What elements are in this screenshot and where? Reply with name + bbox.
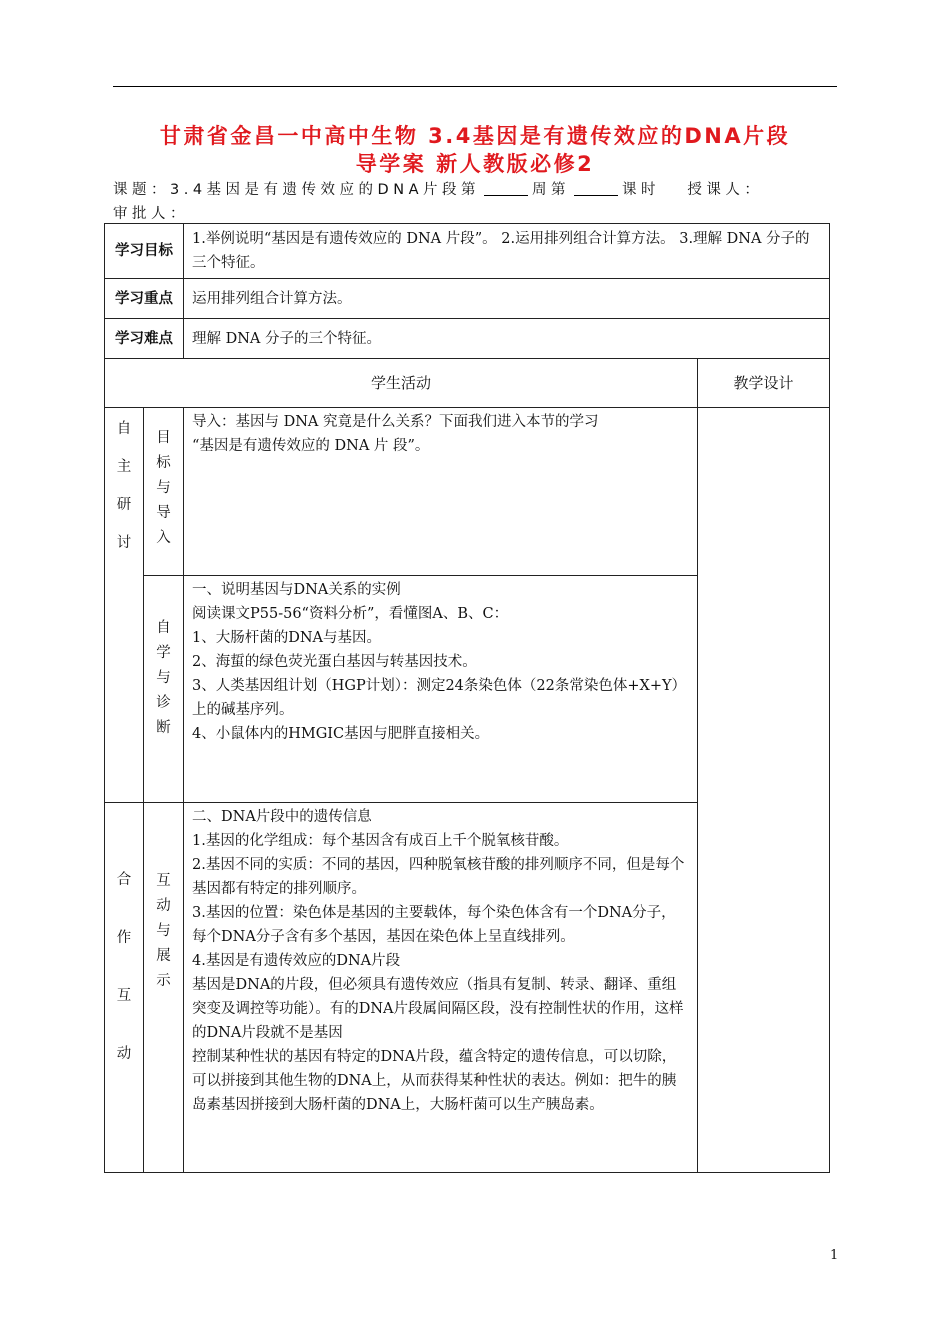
header-rule xyxy=(113,86,837,87)
diagnose-label: 自 学 与 诊 断 xyxy=(144,576,184,803)
diagnose-text: 一、说明基因与DNA关系的实例 阅读课文P55-56“资料分析”，看懂图A、B、C： 1、大肠杆菌的DNA与基因。 2、海蜇的绿色荧光蛋白基因与转基因技术。 3、人类基因组计划（HGP计划）：测定24条染色体（22条常染色体+X+Y）上的碱基序列。 4、小鼠体内的HMGIC基因与肥胖直接相关。 xyxy=(184,576,698,803)
teaching-design-cell xyxy=(698,408,830,1173)
objectives-row xyxy=(105,224,830,279)
show-text: 二、DNA片段中的遗传信息 1.基因的化学组成：每个基因含有成百上千个脱氧核苷酸。 2.基因不同的实质：不同的基因，四种脱氧核苷酸的排列顺序不同，但是每个基因都有特定的排列顺序。 3.基因的位置：染色体是基因的主要载体，每个染色体含有一个DNA分子，每个DNA分子含有多个基因，基因在染色体上呈直线排列。 4.基因是有遗传效应的DNA片段 基因是DNA的片段，但必须具有遗传效应（指具有复制、转录、翻译、重组突变及调控等功能）。有的DNA片段属间隔区段，没有控制性状的作用，这样的DNA片段就不是基因 控制某种性状的基因有特定的DNA片段，蕴含特定的遗传信息，可以切除，可以拼接到其他生物的DNA上，从而获得某种性状的表达。例如：把牛的胰岛素基因拼接到大肠杆菌的DNA上，大肠杆菌可以生产胰岛素。 xyxy=(184,803,698,1173)
self-study-label: 自 主 研 讨 xyxy=(105,408,144,803)
key-points-value: 运用排列组合计算方法。 xyxy=(184,279,830,319)
lesson-meta xyxy=(113,178,763,199)
page-number: 1 xyxy=(830,1248,839,1263)
objectives-label: 学习目标 xyxy=(105,224,184,279)
intro-text: 导入：基因与 DNA 究竟是什么关系？下面我们进入本节的学习 “基因是有遗传效应的 DNA 片 段”。 xyxy=(184,408,698,576)
show-label: 互 动 与 展 示 xyxy=(144,803,184,1173)
study-plan-table xyxy=(104,223,830,1173)
intro-label: 目 标 与 导 入 xyxy=(144,408,184,576)
activity-header-row xyxy=(105,359,830,408)
doc-title-line2: 导学案 新人教版必修2 xyxy=(355,152,595,176)
lesson-label: 课题：3.4基因是有遗传效应的DNA片段第 xyxy=(113,182,480,198)
approver-label: 审批人： xyxy=(113,206,189,222)
student-activity-header: 学生活动 xyxy=(105,359,698,408)
doc-title-line1: 甘肃省金昌一中高中生物 3.4基因是有遗传效应的DNA片段 xyxy=(159,124,791,148)
intro-row xyxy=(105,408,830,576)
key-points-row xyxy=(105,279,830,319)
difficulties-row xyxy=(105,319,830,359)
week-blank xyxy=(484,181,528,196)
cooperation-label: 合 作 互 动 xyxy=(105,803,144,1173)
week-label: 周第 xyxy=(532,182,570,198)
teacher-label: 授课人： xyxy=(687,182,764,198)
period-label: 课时 xyxy=(622,182,660,198)
teaching-design-header: 教学设计 xyxy=(698,359,830,408)
period-blank xyxy=(574,181,618,196)
objectives-value: 1.举例说明“基因是有遗传效应的 DNA 片段”。 2.运用排列组合计算方法。 3.理解 DNA 分子的三个特征。 xyxy=(184,224,830,279)
difficulties-value: 理解 DNA 分子的三个特征。 xyxy=(184,319,830,359)
difficulties-label: 学习难点 xyxy=(105,319,184,359)
key-points-label: 学习重点 xyxy=(105,279,184,319)
